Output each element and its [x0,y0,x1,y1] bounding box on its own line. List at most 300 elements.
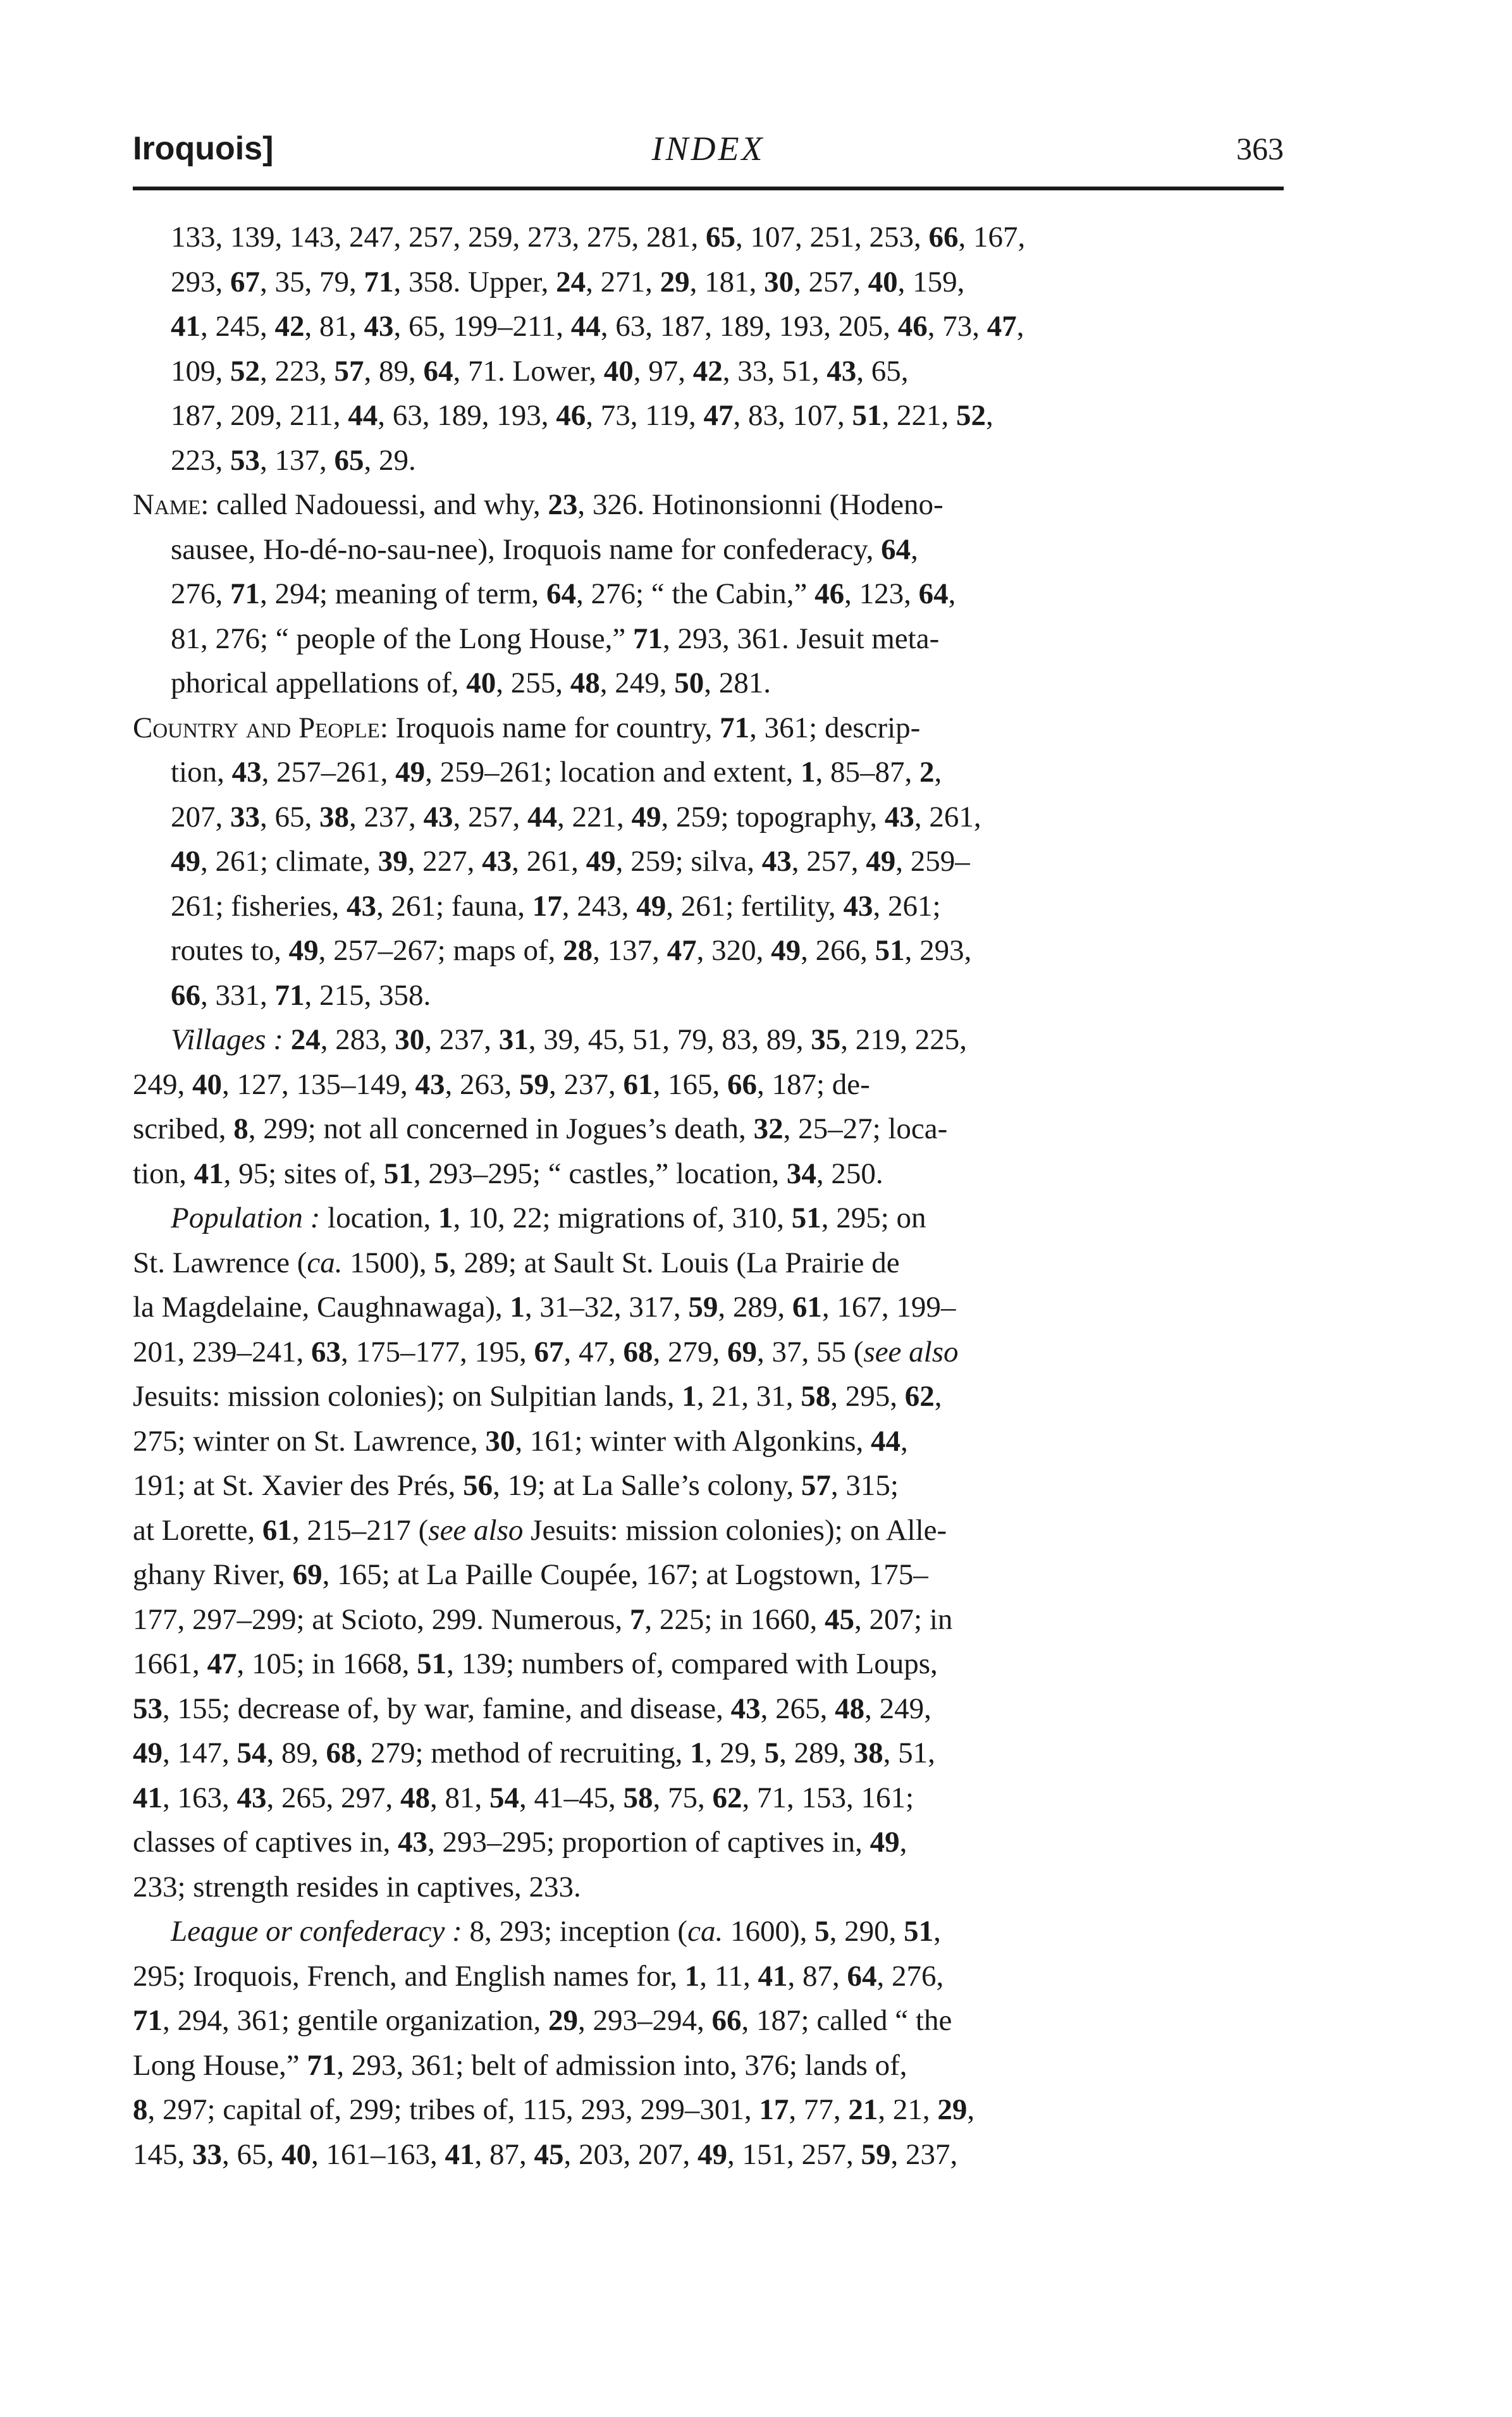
index-text: , 257–267; maps of, [318,934,563,967]
index-line [133,1419,1284,1464]
index-text: 177, 297–299; at Scioto, 299. Numerous, [133,1602,630,1636]
subentry-heading: see also [428,1513,524,1547]
index-text [283,1023,291,1056]
index-line [133,1241,1284,1286]
index-text: , 11, [699,1959,758,1993]
index-line [133,928,1284,973]
volume-number: 41 [194,1157,224,1190]
volume-number: 30 [395,1023,425,1056]
volume-number: 51 [852,399,882,432]
volume-number: 61 [623,1067,653,1101]
index-text: , 47, [563,1335,624,1368]
volume-number: 64 [881,532,911,566]
volume-number: 29 [548,2004,579,2037]
index-text: , 255, [496,667,570,699]
index-text: , 81, [304,310,364,343]
index-text: , 215, 358. [304,978,431,1012]
index-line [133,750,1284,795]
volume-number: 67 [534,1335,564,1368]
index-line [133,1330,1284,1375]
volume-number: 64 [847,1959,877,1993]
index-text: , 271, [586,265,660,298]
index-text: scribed, [133,1112,234,1145]
index-text: , 259; silva, [615,845,762,878]
index-text: , 87, [787,1959,847,1993]
index-text: , 293–295; “ castles,” location, [413,1157,787,1190]
volume-number: 5 [434,1246,449,1279]
index-text: 233; strength resides in captives, 233. [133,1870,581,1903]
volume-number: 44 [348,399,378,432]
index-line [133,1107,1284,1152]
index-text: , 289; at Sault St. Louis (La Prairie de [448,1246,900,1279]
index-text: , 155; decrease of, by war, famine, and disease, [163,1692,731,1725]
index-text: , 320, [696,934,771,967]
volume-number: 59 [688,1291,718,1324]
volume-number: 54 [489,1781,519,1814]
index-text: , 139; numbers of, compared with Loups, [446,1647,938,1680]
subentry-heading: see also [863,1335,959,1368]
volume-number: 43 [347,889,377,923]
index-text: , 263, [445,1067,519,1101]
index-text: , [934,1380,942,1413]
volume-number: 43 [843,889,873,923]
index-text: 81, 276; “ people of the Long House,” [171,622,633,655]
volume-number: 71 [307,2048,337,2082]
index-text: , 361; descrip- [749,711,921,744]
volume-number: 30 [485,1424,515,1458]
volume-number: 8 [133,2093,148,2126]
volume-number: 51 [904,1915,934,1948]
index-text: phorical appellations of, [171,667,467,699]
volume-number: 30 [764,265,794,298]
index-text: , [911,532,918,566]
index-line [133,884,1284,929]
volume-number: 49 [698,2137,727,2171]
index-text: sausee, Ho-dé-no-sau-nee), Iroquois name for confederacy, [171,532,882,566]
volume-number: 52 [230,354,260,388]
index-text: , 95; sites of, [223,1157,384,1190]
index-text: , 249, [864,1692,931,1725]
index-text: , 315; [830,1469,899,1502]
volume-number: 41 [171,310,200,343]
index-text: , 215–217 ( [292,1513,429,1547]
index-text: , [933,1915,941,1948]
volume-number: 57 [801,1469,831,1502]
volume-number: 51 [875,934,905,967]
volume-number: 66 [928,221,959,254]
volume-number: 64 [423,354,453,388]
volume-number: 48 [400,1781,430,1814]
volume-number: 17 [532,889,562,923]
index-line [133,1865,1284,1910]
index-text: , 259– [895,845,970,878]
volume-number: 71 [364,265,394,298]
index-text: , 25–27; loca- [783,1112,948,1145]
volume-number: 49 [771,934,801,967]
index-text: , 281. [704,667,771,699]
volume-number: 1 [510,1291,525,1324]
index-text: , 261; climate, [200,845,378,878]
index-text: Jesuits: mission colonies); on Alle- [523,1513,947,1547]
volume-number: 40 [192,1067,222,1101]
volume-number: 45 [534,2137,564,2171]
volume-number: 40 [466,667,496,699]
index-text: , 163, [163,1781,237,1814]
volume-number: 43 [884,800,914,833]
index-text: , 97, [633,354,693,388]
volume-number: 59 [519,1067,549,1101]
volume-number: 43 [364,310,394,343]
volume-number: 43 [423,800,453,833]
volume-number: 45 [825,1602,855,1636]
index-text: , 63, 189, 193, [378,399,556,432]
index-text: , 65, [222,2137,281,2171]
index-text: , 105; in 1668, [237,1647,417,1680]
index-text: at Lorette, [133,1513,262,1547]
index-text: , 225; in 1660, [644,1602,825,1636]
volume-number: 53 [230,443,260,477]
header-rule [133,187,1284,190]
volume-number: 43 [415,1067,445,1101]
volume-number: 68 [623,1335,653,1368]
index-text: , 89, [266,1737,326,1769]
index-line [133,1998,1284,2043]
index-text: , 159, [897,265,965,298]
volume-number: 65 [334,443,364,477]
index-text: , 237, [549,1067,624,1101]
volume-number: 41 [133,1781,163,1814]
index-line [133,1553,1284,1597]
index-text: , 187; called “ the [741,2004,952,2037]
index-text: 223, [171,443,230,477]
volume-number: 69 [727,1335,757,1368]
volume-number: 56 [463,1469,493,1502]
index-text: , 85–87, [815,756,920,789]
index-text: 109, [171,354,230,388]
index-text: , 203, 207, [563,2137,698,2171]
volume-number: 49 [586,845,616,878]
volume-number: 32 [753,1112,784,1145]
index-text: 201, 239–241, [133,1335,311,1368]
volume-number: 38 [319,800,349,833]
index-text: 191; at St. Xavier des Prés, [133,1469,464,1502]
volume-number: 71 [230,577,260,610]
volume-number: 17 [759,2093,789,2126]
index-text: , 257, [453,800,527,833]
volume-number: 8 [233,1112,249,1145]
volume-number: 7 [629,1602,645,1636]
volume-number: 51 [417,1647,447,1680]
volume-number: 43 [397,1826,427,1859]
index-text: , 151, 257, [727,2137,861,2171]
volume-number: 58 [623,1781,653,1814]
volume-number: 48 [570,667,600,699]
index-text: Jesuits: mission colonies); on Sulpitian lands, [133,1380,682,1413]
index-text: , 161; winter with Algonkins, [515,1424,871,1458]
index-text: , 75, [653,1781,713,1814]
volume-number: 24 [290,1023,321,1056]
index-line [133,661,1284,706]
index-text: , 259; topography, [661,800,885,833]
index-text: , 81, [430,1781,489,1814]
index-text: , 249, [599,667,675,699]
index-text: , 261; fauna, [376,889,532,923]
index-line [133,795,1284,840]
index-text: , 37, 55 ( [757,1335,864,1368]
index-text: , 41–45, [519,1781,624,1814]
index-text: , 293–294, [578,2004,712,2037]
volume-number: 71 [720,711,750,744]
index-line [133,438,1284,483]
volume-number: 1 [684,1959,700,1993]
volume-number: 44 [527,800,557,833]
index-text: , [934,756,942,789]
index-text: , 293, 361. Jesuit meta- [662,622,940,655]
index-text: , 21, 31, [696,1380,801,1413]
index-text: , 261, [512,845,586,878]
index-text: , 290, [829,1915,904,1948]
index-text: , 245, [200,310,275,343]
index-text: , 187; de- [757,1067,870,1101]
index-text: , [948,577,956,610]
index-text: , 243, [562,889,637,923]
index-text: , 295; on [821,1202,926,1234]
index-text: , 227, [407,845,482,878]
index-text: 207, [171,800,230,833]
index-text: 1661, [133,1647,207,1680]
volume-number: 41 [758,1959,788,1993]
index-text: 249, [133,1067,192,1101]
index-text: 133, 139, 143, 247, 257, 259, 273, 275, 281, [171,221,706,254]
index-text: , 289, [779,1737,854,1769]
entry-heading: Country and People [133,711,380,744]
index-line [133,1374,1284,1419]
index-text: , 276, [876,1959,944,1993]
index-text: , 276; “ the Cabin,” [575,577,815,610]
index-line [133,527,1284,572]
volume-number: 64 [546,577,576,610]
index-text: , 265, [760,1692,835,1725]
index-text: , 10, 22; migrations of, 310, [453,1202,792,1234]
index-text: , 89, [364,354,424,388]
volume-number: 63 [311,1335,341,1368]
index-text: , 237, [349,800,424,833]
volume-number: 40 [603,354,634,388]
index-text: , 207; in [854,1602,953,1636]
volume-number: 66 [171,978,200,1012]
index-text: classes of captives in, [133,1826,398,1859]
index-text: , 294, 361; gentile organization, [163,2004,549,2037]
volume-number: 61 [792,1291,822,1324]
volume-number: 69 [292,1558,323,1591]
volume-number: 47 [703,399,734,432]
volume-number: 71 [632,622,663,655]
volume-number: 31 [498,1023,529,1056]
index-text: Long House,” [133,2048,307,2082]
index-text: 276, [171,577,230,610]
volume-number: 44 [871,1424,901,1458]
index-text: , 167, 199– [821,1291,956,1324]
index-text: , 294; meaning of term, [260,577,546,610]
index-text: , 63, 187, 189, 193, 205, [600,310,898,343]
volume-number: 49 [631,800,661,833]
volume-number: 61 [262,1513,292,1547]
index-text: , 137, [260,443,335,477]
volume-number: 58 [801,1380,831,1413]
index-text: : Iroquois name for country, [379,711,720,744]
index-text: 293, [171,265,230,298]
volume-number: 43 [482,845,512,878]
volume-number: 64 [918,577,949,610]
index-text: , 77, [789,2093,849,2126]
index-text: , 297; capital of, 299; tribes of, 115, 293, 299–301, [147,2093,759,2126]
volume-number: 71 [133,2004,163,2037]
volume-number: 40 [868,265,898,298]
volume-number: 33 [192,2137,222,2171]
volume-number: 67 [230,265,260,298]
index-text: , 358. Upper, [393,265,556,298]
index-text: , 65, [260,800,319,833]
index-text: 275; winter on St. Lawrence, [133,1424,486,1458]
volume-number: 49 [133,1737,163,1769]
volume-number: 49 [171,845,200,878]
index-line [133,483,1284,527]
index-text: , 257, [791,845,866,878]
index-text: , 295, [830,1380,905,1413]
volume-number: 49 [636,889,667,923]
volume-number: 49 [395,756,426,789]
index-line [133,1954,1284,1999]
index-text: 295; Iroquois, French, and English names for, [133,1959,685,1993]
index-text: 261; fisheries, [171,889,347,923]
subentry-heading: ca. [687,1915,723,1948]
index-text: , 71, 153, 161; [742,1781,914,1814]
index-text: , 257, [794,265,868,298]
index-line [133,1909,1284,1954]
entry-heading: Name [133,488,201,521]
volume-number: 44 [570,310,601,343]
index-text: , 283, [320,1023,395,1056]
index-text: , 29, [704,1737,765,1769]
index-line [133,349,1284,394]
volume-number: 51 [791,1202,821,1234]
index-line [133,2088,1284,2132]
index-line [133,215,1284,260]
index-text: , 39, 45, 51, 79, 83, 89, [528,1023,811,1056]
volume-number: 5 [764,1737,780,1769]
index-line [133,1018,1284,1062]
section-label: Iroquois] [133,130,274,167]
index-text: , 107, 251, 253, [735,221,929,254]
index-text: tion, [133,1157,194,1190]
volume-number: 29 [937,2093,968,2126]
index-text: , 73, 119, [586,399,704,432]
volume-number: 43 [761,845,792,878]
index-text: , 35, 79, [260,265,364,298]
subentry-heading: ca. [307,1246,343,1279]
index-line [133,260,1284,305]
index-text: , 326. Hotinonsionni (Hodeno- [577,488,943,521]
volume-number: 46 [814,577,845,610]
index-text: , [967,2093,975,2126]
index-line [133,706,1284,751]
index-text: , 165, [653,1067,727,1101]
index-text: , 289, [718,1291,792,1324]
volume-number: 47 [207,1647,237,1680]
volume-number: 46 [897,310,928,343]
index-line [133,2043,1284,2088]
index-line [133,1776,1284,1821]
index-text: , 293–295; proportion of captives in, [427,1826,870,1859]
index-text: , 29. [364,443,416,477]
index-text: , 71. Lower, [453,354,604,388]
index-text: , [900,1424,908,1458]
index-line [133,572,1284,617]
index-text: , 331, [200,978,275,1012]
index-text: 8, 293; inception ( [462,1915,688,1948]
index-text: la Magdelaine, Caughnawaga), [133,1291,510,1324]
index-text: location, [320,1202,438,1234]
volume-number: 1 [801,756,816,789]
index-text: , 51, [883,1737,935,1769]
volume-number: 28 [563,934,593,967]
index-line [133,1196,1284,1241]
volume-number: 2 [919,756,935,789]
index-line [133,1731,1284,1776]
index-line [133,1687,1284,1731]
volume-number: 1 [438,1202,453,1234]
index-text: , [899,1826,907,1859]
volume-number: 66 [727,1067,757,1101]
index-text: , 265, 297, [266,1781,400,1814]
index-text: , 167, [958,221,1026,254]
volume-number: 59 [861,2137,891,2171]
page-title: INDEX [651,130,765,168]
index-line [133,393,1284,438]
volume-number: 43 [730,1692,761,1725]
index-line [133,1152,1284,1196]
index-text: , 181, [689,265,765,298]
volume-number: 35 [811,1023,841,1056]
volume-number: 62 [712,1781,742,1814]
index-text: routes to, [171,934,289,967]
index-text: , 221, [882,399,957,432]
volume-number: 68 [326,1737,356,1769]
index-text: , 83, 107, [733,399,852,432]
volume-number: 54 [237,1737,267,1769]
index-text: St. Lawrence ( [133,1246,307,1279]
index-text: , 161–163, [311,2137,445,2171]
volume-number: 62 [904,1380,935,1413]
volume-number: 40 [281,2137,311,2171]
volume-number: 21 [848,2093,878,2126]
volume-number: 57 [334,354,364,388]
index-text: , 31–32, 317, [524,1291,689,1324]
index-text: , 19; at La Salle’s colony, [493,1469,801,1502]
index-text: , 33, 51, [722,354,827,388]
index-line [133,839,1284,884]
volume-number: 71 [274,978,305,1012]
index-text: , 250. [816,1157,883,1190]
volume-number: 23 [548,488,578,521]
index-text: , 257–261, [261,756,396,789]
volume-number: 38 [853,1737,883,1769]
index-text: , 65, [856,354,909,388]
index-text: , 261; [873,889,941,923]
index-text: 187, 209, 211, [171,399,348,432]
volume-number: 1 [682,1380,697,1413]
volume-number: 5 [814,1915,830,1948]
